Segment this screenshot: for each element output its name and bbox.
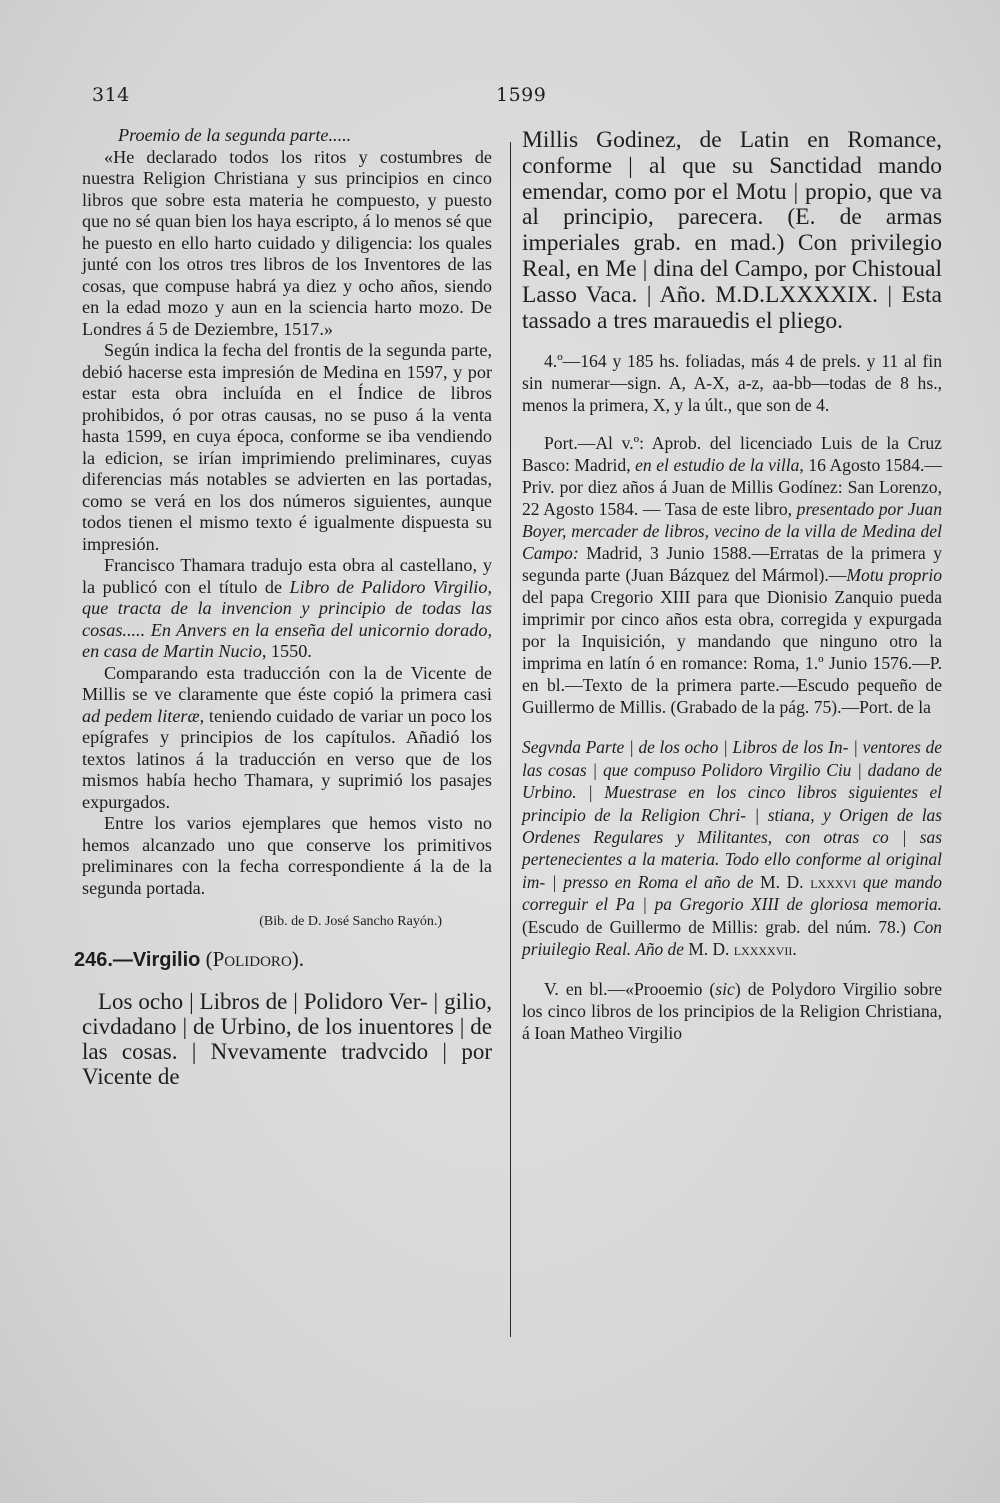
second-part-title: [522, 736, 942, 960]
edition-note: Según indica la fecha del frontis de la segunda parte, debió hacerse esta impresión de Medina en 1597, y por estar esta obra incluída en el Índice de libros prohibidos, ó por otras causas, no se puso á la venta hasta 1599, en cuya época, conforme se iba vendiendo la edicion, se irían imprimiendo preliminares, cuyas diferencias más notables se advierten en las portadas, como se verá en los dos números siguientes, aunque todos tienen el mismo texto é igualmente dispuesta su impresión.: [82, 340, 492, 554]
port-place: en el estudio de la villa: [635, 455, 800, 476]
page-number: 314: [92, 84, 130, 106]
comparison-latin: ad pedem literæ: [82, 705, 200, 726]
column-divider: [510, 142, 511, 1337]
verso-description: [522, 978, 942, 1044]
comparison-text-a: Comparando esta traducción con la de Vicente de Millis se ve claramente que éste copió la primera casi: [82, 662, 492, 704]
thamara-note: [82, 555, 492, 663]
thamara-imprint: que tracta de la invencion y principio de todas las cosas..... En Anvers en la enseña del unicornio dorado, en casa de Martin Nucio: [82, 598, 492, 661]
comparison-note: [82, 663, 492, 814]
port-motu-proprio: Motu proprio: [846, 565, 942, 586]
copies-note: Entre los varios ejemplares que hemos visto no hemos alcanzado uno que conserve los primitivos preliminares con la fecha correspondiente á la de la segunda portada.: [82, 813, 492, 898]
verso-text-a: V. en bl.—«Prooemio (: [544, 979, 716, 1000]
second-title-shield: (Escudo de Guillermo de Millis: grab. del núm. 78.): [522, 916, 913, 937]
thamara-comma: ,: [487, 576, 492, 597]
second-title-privilege: Con priuilegio Real. Año de: [522, 916, 942, 960]
second-title-c: que mando correguir el Pa | pa Gregorio XIII de gloriosa memoria.: [522, 871, 942, 915]
second-title-date: M. D. lxxxvi: [760, 871, 857, 892]
right-column: [522, 128, 942, 1044]
port-text-e: Madrid, 3 Junio 1588.—Erratas de la primera y segunda parte (Juan Bázquez del Mármol).—: [522, 543, 942, 586]
port-text-c: , 16 Agosto 1584.—Priv. por diez años á Juan de Millis Godínez: San Lorenzo, 22 Agosto 1584. — Tasa de este libro,: [522, 455, 942, 520]
entry-number: 246.—Virgilio: [74, 948, 201, 971]
entry-title: Los ocho | Libros de | Polidoro Ver- | gilio, civdadano | de Urbino, de los inuentores | de las cosas. | Nvevamente tradvcido | por Vicente de: [82, 989, 492, 1089]
quoted-proemio: «He declarado todos los ritos y costumbres de nuestra Religion Christiana y sus principios en cinco libros que sobre esta materia he compuesto, y puesto que no sé quan bien los haya escripto, á lo menos sé que he puesto en ello harto cuidado y diligencia: los quales junté con los otros tres libros de los Inventores de las cosas, que compuse habrá ya diez y ocho años, siendo en la edad mozo y aun en la sciencia harto mozo. De Londres á 5 de Deziembre, 1517.»: [82, 146, 492, 339]
verso-sic: sic: [715, 979, 735, 1000]
proemio-heading: Proemio de la segunda parte.....: [118, 125, 352, 145]
entry-heading: [74, 946, 492, 972]
second-title-a: Segvnda Parte | de los ocho | Libros de los In- | ventores de las cosas | que compuso Polidoro Virgilio Ciu | dadano de Urbino. | Muestrase en los cinco libros siguientes el principio de la Religion Chri- | stiana, y Origen de las Ordenes Regulares y Militantes, con otras co | sas pertenecientes a la materia. Todo ello conforme al original im- | presso en Roma el año de: [522, 737, 942, 892]
entry-title-continued: Millis Godinez, de Latin en Romance, conforme | al que su Sanctidad mando emendar, como por el Motu | propio, que va al principio, parecera. (E. de armas imperiales grab. en mad.) Con privilegio Real, en Me | dina del Campo, por Chistoual Lasso Vaca. | Año. M.D.LXXXXIX. | Esta tassado a tres marauedis el pliego.: [522, 127, 942, 334]
thamara-title: Libro de Palidoro Virgilio: [289, 576, 488, 597]
port-text-g: del papa Cregorio XIII para que Dionisio Zanquio pueda imprimir por cinco años esta obra, corregida y expurgada por la Inquisición, y mandando que ninguno otro la imprima en latín ó en romance: Roma, 1.º Junio 1576.—P. en bl.—Texto de la primera parte.—Escudo pequeño de Guillermo de Millis. (Grabado de la pág. 75).—Port. de la: [522, 587, 942, 718]
port-text-a: Port.—Al v.º: Aprob. del licenciado Luis de la Cruz Basco: Madrid,: [522, 433, 942, 476]
page-year-heading: 1599: [496, 84, 547, 106]
library-citation: (Bib. de D. José Sancho Rayón.): [259, 914, 442, 929]
collation: 4.º—164 y 185 hs. foliadas, más 4 de prels. y 11 al fin sin numerar—sign. A, A-X, a-z, aa-bb—todas de 8 hs., menos la primera, X, y la últ., que son de 4.: [522, 351, 942, 416]
thamara-year: , 1550.: [261, 641, 312, 661]
thamara-text: Francisco Thamara tradujo esta obra al castellano, y la publicó con el título de: [82, 555, 492, 597]
port-presenter: presentado por Juan Boyer, mercader de libros, vecino de la villa de Medina del Campo:: [522, 499, 942, 564]
verso-text-c: ) de Polydoro Virgilio sobre los cinco libros de los principios de la Religion Christiana, á Ioan Matheo Virgilio: [522, 979, 943, 1044]
comparison-text-b: , teniendo cuidado de variar un poco los epígrafes y principios de los capítulos. Añadió los textos latinos á la traducción en verso que de los mismos había hecho Thamara, y suprimió los pasajes expurgados.: [82, 705, 492, 812]
entry-author: (Polidoro).: [205, 946, 305, 971]
left-column: [74, 125, 492, 1089]
second-title-year: M. D. lxxxxvii.: [683, 939, 797, 960]
preliminaries-description: [522, 432, 942, 718]
